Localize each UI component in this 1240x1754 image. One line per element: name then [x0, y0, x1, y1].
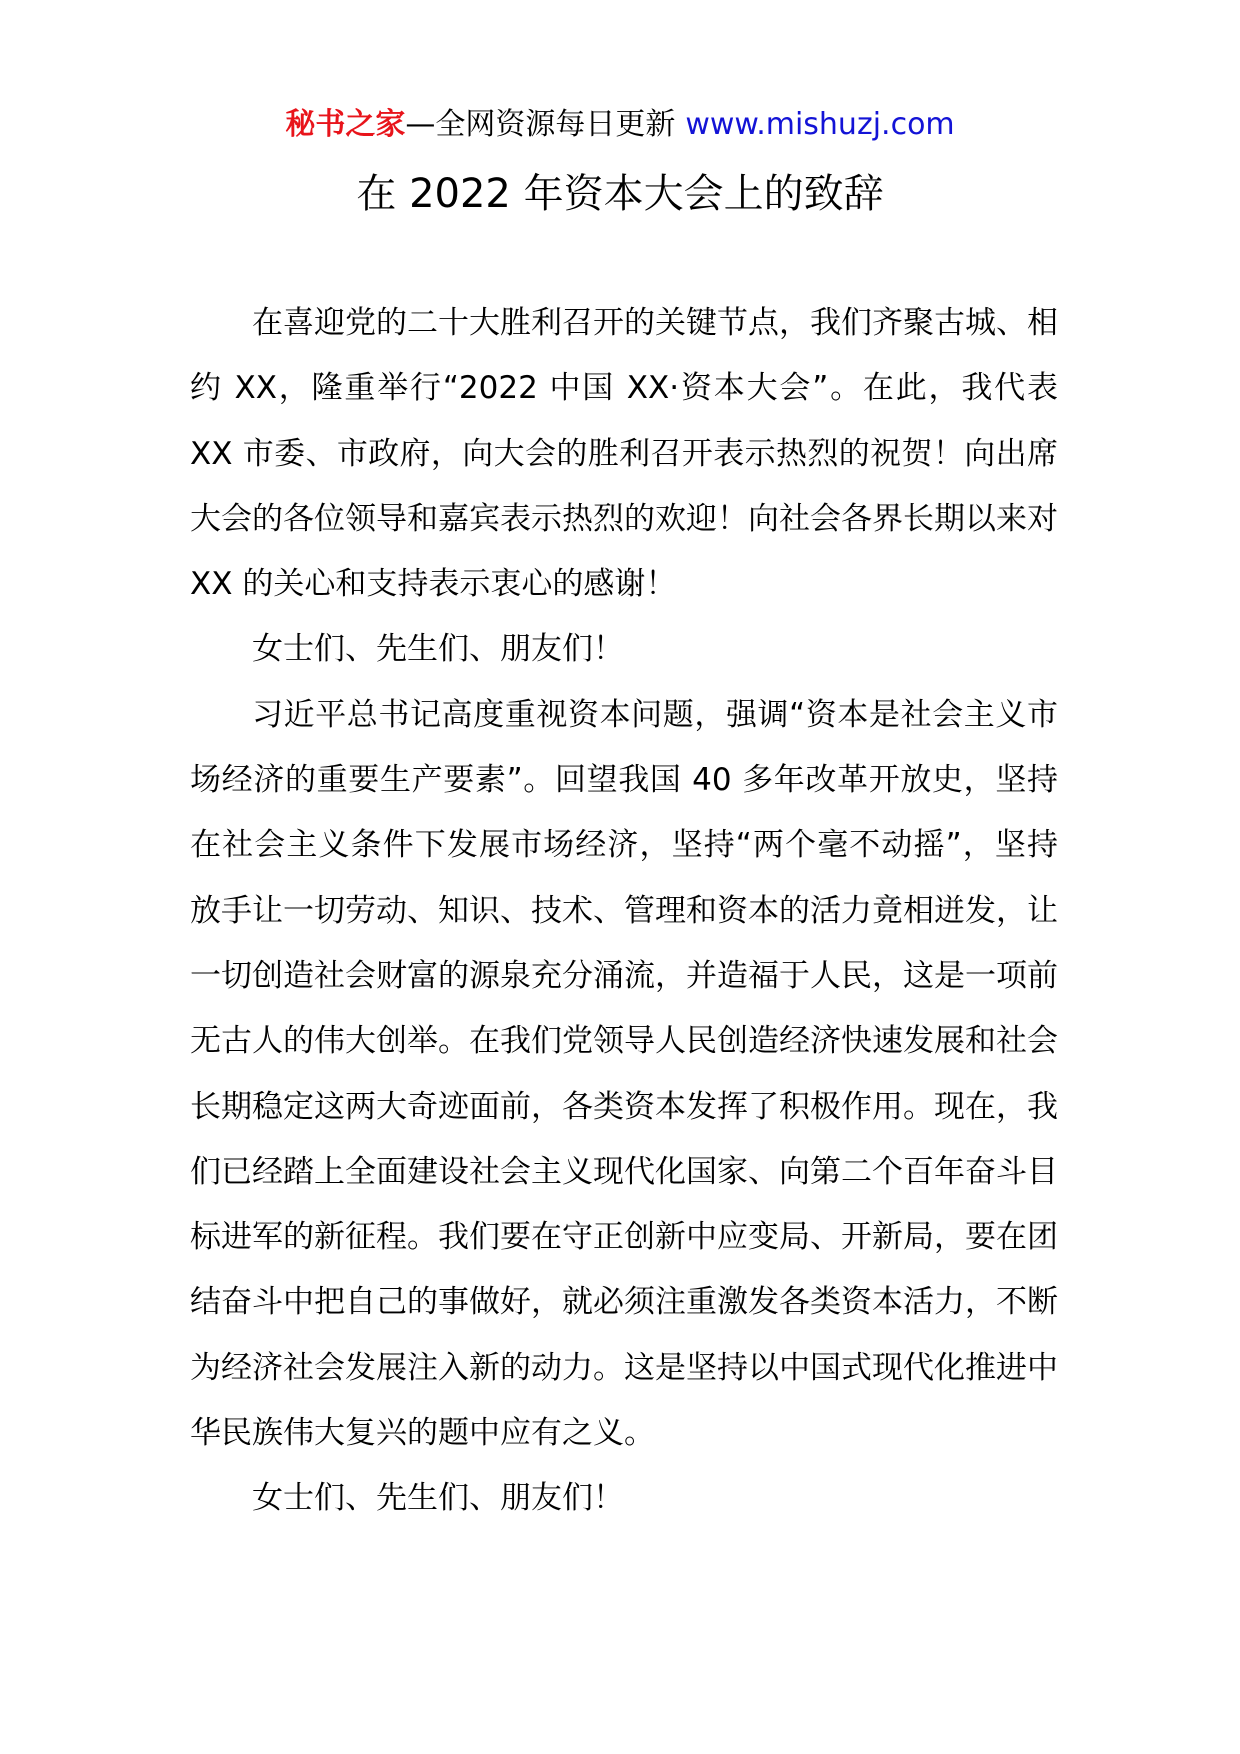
paragraph-greeting: 女士们、先生们、朋友们！: [252, 631, 624, 668]
paragraph-greeting-second: 女士们、先生们、朋友们！: [252, 1480, 624, 1517]
brand-name: 秘书之家: [285, 107, 406, 142]
document-title: 在 2022 年资本大会上的致辞: [356, 171, 884, 217]
site-url-link[interactable]: www.mishuzj.com: [685, 107, 955, 142]
paragraph-opening: 在喜迎党的二十大胜利召开的关键节点，我们齐聚古城、相约 XX，隆重举行“2022 中国 XX·资本大会”。在此，我代表 XX 市委、市政府，向大会的胜利召开表示热烈的祝贺！向出席大会的各位领导和嘉宾表示热烈的欢迎！向社会各界长期以来对 XX 的关心和支持表示衷心的感谢！: [190, 305, 1058, 603]
header-slogan: —全网资源每日更新: [405, 107, 676, 142]
document-body: [190, 291, 1058, 1532]
site-header: [0, 103, 1240, 147]
paragraph-capital: 习近平总书记高度重视资本问题，强调“资本是社会主义市场经济的重要生产要素”。回望我国 40 多年改革开放史，坚持在社会主义条件下发展市场经济，坚持“两个毫不动摇”，坚持放手让一切劳动、知识、技术、管理和资本的活力竟相迸发，让一切创造社会财富的源泉充分涌流，并造福于人民，这是一项前无古人的伟大创举。在我们党领导人民创造经济快速发展和社会长期稳定这两大奇迹面前，各类资本发挥了积极作用。现在，我们已经踏上全面建设社会主义现代化国家、向第二个百年奋斗目标进军的新征程。我们要在守正创新中应变局、开新局，要在团结奋斗中把自己的事做好，就必须注重激发各类资本活力，不断为经济社会发展注入新的动力。这是坚持以中国式现代化推进中华民族伟大复兴的题中应有之义。: [190, 696, 1058, 1452]
